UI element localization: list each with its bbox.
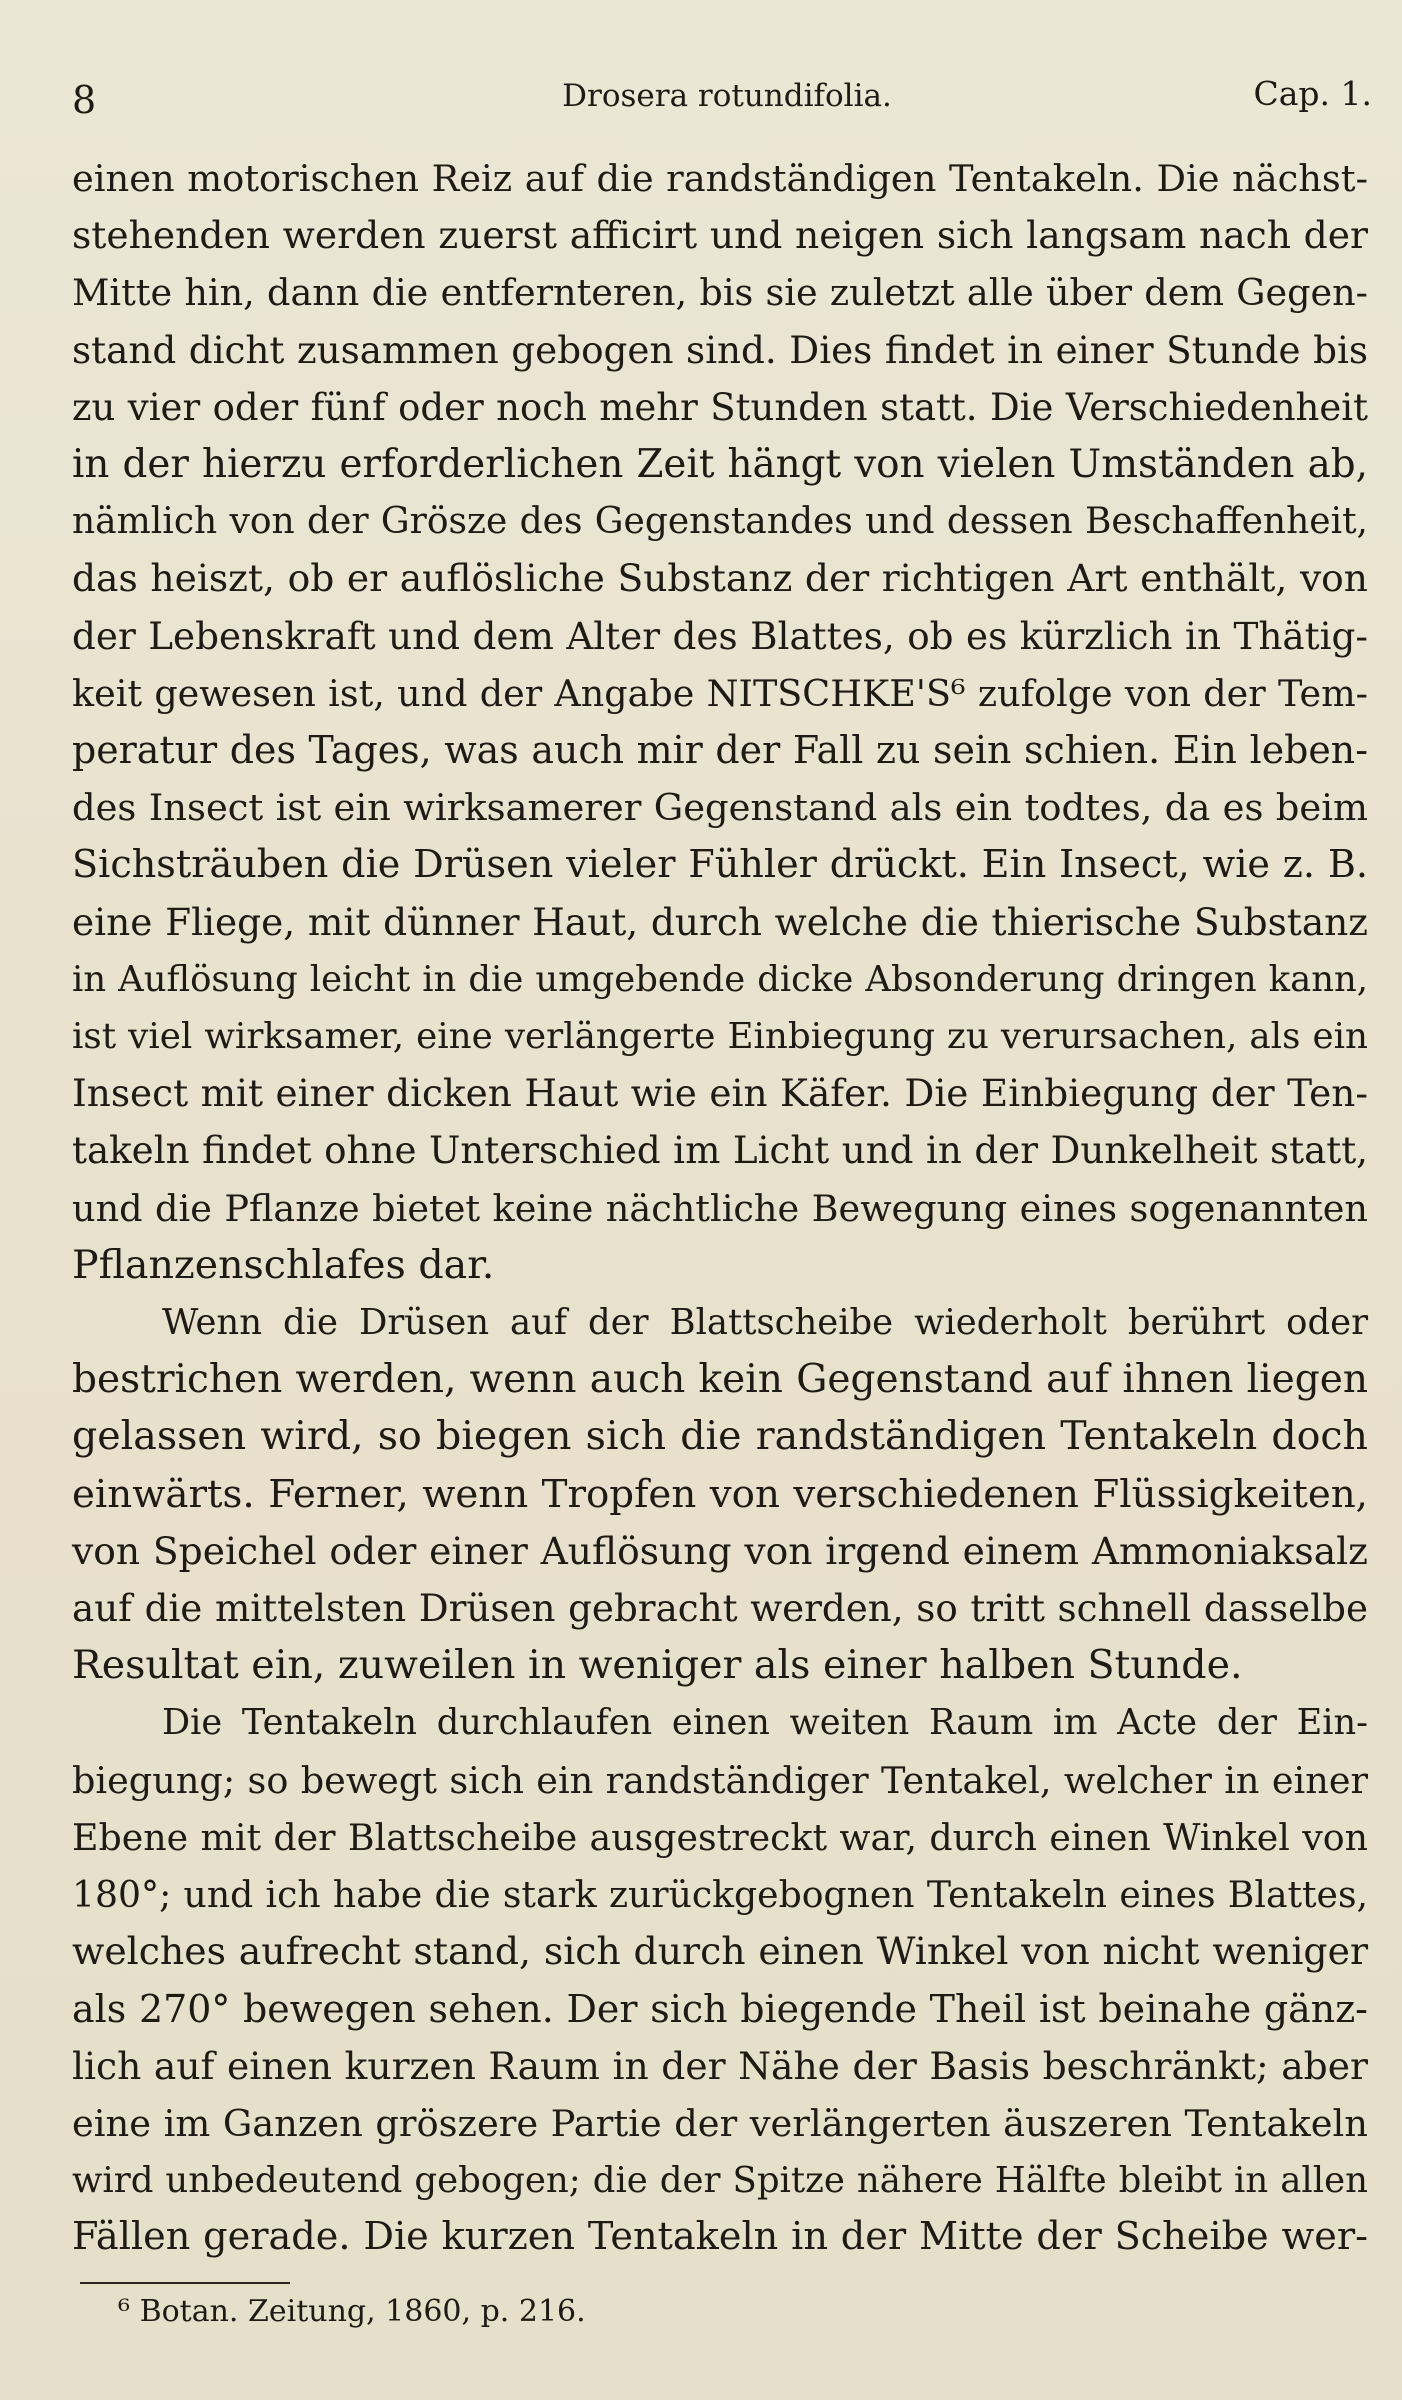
text-line: Fällen gerade. Die kurzen Tentakeln in der Mitte der Scheibe wer- — [72, 2215, 1368, 2260]
paragraph-1 — [72, 150, 1368, 1294]
text-line: Die Tentakeln durchlaufen einen weiten Raum im Acte der Ein- — [162, 1702, 1368, 1744]
text-line: welches aufrecht stand, sich durch einen Winkel von nicht weniger — [72, 1929, 1368, 1974]
text-line: stand dicht zusammen gebogen sind. Dies findet in einer Stunde bis — [72, 327, 1368, 372]
page-header — [72, 70, 1382, 130]
running-title: Drosera rotundifolia. — [562, 78, 892, 114]
text-line: Ebene mit der Blattscheibe ausgestreckt war, durch einen Winkel von — [72, 1815, 1368, 1859]
text-line: von Speichel oder einer Auflösung von irgend einem Ammoniaksalz — [72, 1528, 1368, 1573]
paragraph-3 — [72, 1694, 1368, 2266]
text-line: eine Fliege, mit dünner Haut, durch welche die thierische Substanz — [72, 899, 1368, 944]
text-line: Mitte hin, dann die entfernteren, bis sie zuletzt alle über dem Gegen- — [72, 271, 1368, 315]
text-line: nämlich von der Grösze des Gegenstandes und dessen Beschaffenheit, — [72, 501, 1368, 543]
page-number: 8 — [72, 78, 97, 122]
text-line: stehenden werden zuerst afficirt und neigen sich langsam nach der — [72, 213, 1368, 258]
text-line: in der hierzu erforderlichen Zeit hängt von vielen Umständen ab, — [72, 442, 1368, 488]
paragraph-2 — [72, 1294, 1368, 1694]
footnote: ⁶ Botan. Zeitung, 1860, p. 216. — [118, 2294, 586, 2329]
text-line: der Lebenskraft und dem Alter des Blattes, ob es kürzlich in Thätig- — [72, 613, 1368, 658]
text-line: des Insect ist ein wirksamerer Gegenstand als ein todtes, da es beim — [72, 786, 1368, 830]
text-line: biegung; so bewegt sich ein randständiger Tentakel, welcher in einer — [72, 1758, 1368, 1802]
text-line: wird unbedeutend gebogen; die der Spitze nähere Hälfte bleibt in allen — [72, 2160, 1368, 2202]
text-line: auf die mittelsten Drüsen gebracht werden, so tritt schnell dasselbe — [72, 1586, 1368, 1631]
footnote-divider — [80, 2282, 290, 2284]
text-line: und die Pflanze bietet keine nächtliche Bewegung eines sogenannten — [72, 1186, 1368, 1230]
text-line: Resultat ein, zuweilen in weniger als einer halben Stunde. — [72, 1642, 1243, 1689]
text-line: Insect mit einer dicken Haut wie ein Käfer. Die Einbiegung der Ten- — [72, 1071, 1368, 1116]
text-line: als 270° bewegen sehen. Der sich biegende Theil ist beinahe gänz- — [72, 1986, 1368, 2031]
text-line: einwärts. Ferner, wenn Tropfen von verschiedenen Flüssigkeiten, — [72, 1471, 1368, 1517]
text-line: 180°; und ich habe die stark zurückgebognen Tentakeln eines Blattes, — [72, 1873, 1368, 1917]
text-line: takeln findet ohne Unterschied im Licht und in der Dunkelheit statt, — [72, 1128, 1368, 1173]
text-line: ist viel wirksamer, eine verlängerte Einbiegung zu verursachen, als ein — [72, 1016, 1368, 1058]
body-text — [72, 150, 1368, 2267]
text-line: bestrichen werden, wenn auch kein Gegenstand auf ihnen liegen — [72, 1357, 1368, 1403]
text-line: einen motorischen Reiz auf die randständigen Tentakeln. Die nächst- — [72, 157, 1368, 200]
text-line: das heiszt, ob er auflösliche Substanz der richtigen Art enthält, von — [72, 556, 1368, 601]
text-line: Wenn die Drüsen auf der Blattscheibe wiederholt berührt oder — [162, 1302, 1368, 1344]
text-line: peratur des Tages, was auch mir der Fall zu sein schien. Ein leben- — [72, 728, 1368, 773]
text-line: lich auf einen kurzen Raum in der Nähe der Basis beschränkt; aber — [72, 2043, 1368, 2088]
text-line: keit gewesen ist, und der Angabe NITSCHKE'S⁶ zufolge von der Tem- — [72, 671, 1368, 715]
text-line: Sichsträuben die Drüsen vieler Fühler drückt. Ein Insect, wie z. B. — [72, 842, 1368, 887]
text-line: Pflanzenschlafes dar. — [72, 1241, 495, 1288]
text-line: in Auflösung leicht in die umgebende dicke Absonderung dringen kann, — [72, 958, 1368, 1000]
text-line: zu vier oder fünf oder noch mehr Stunden statt. Die Verschiedenheit — [72, 385, 1368, 429]
text-line: gelassen wird, so biegen sich die randständigen Tentakeln doch — [72, 1413, 1368, 1460]
chapter-label: Cap. 1. — [1253, 74, 1372, 113]
text-line: eine im Ganzen gröszere Partie der verlängerten äuszeren Tentakeln — [72, 2101, 1368, 2145]
